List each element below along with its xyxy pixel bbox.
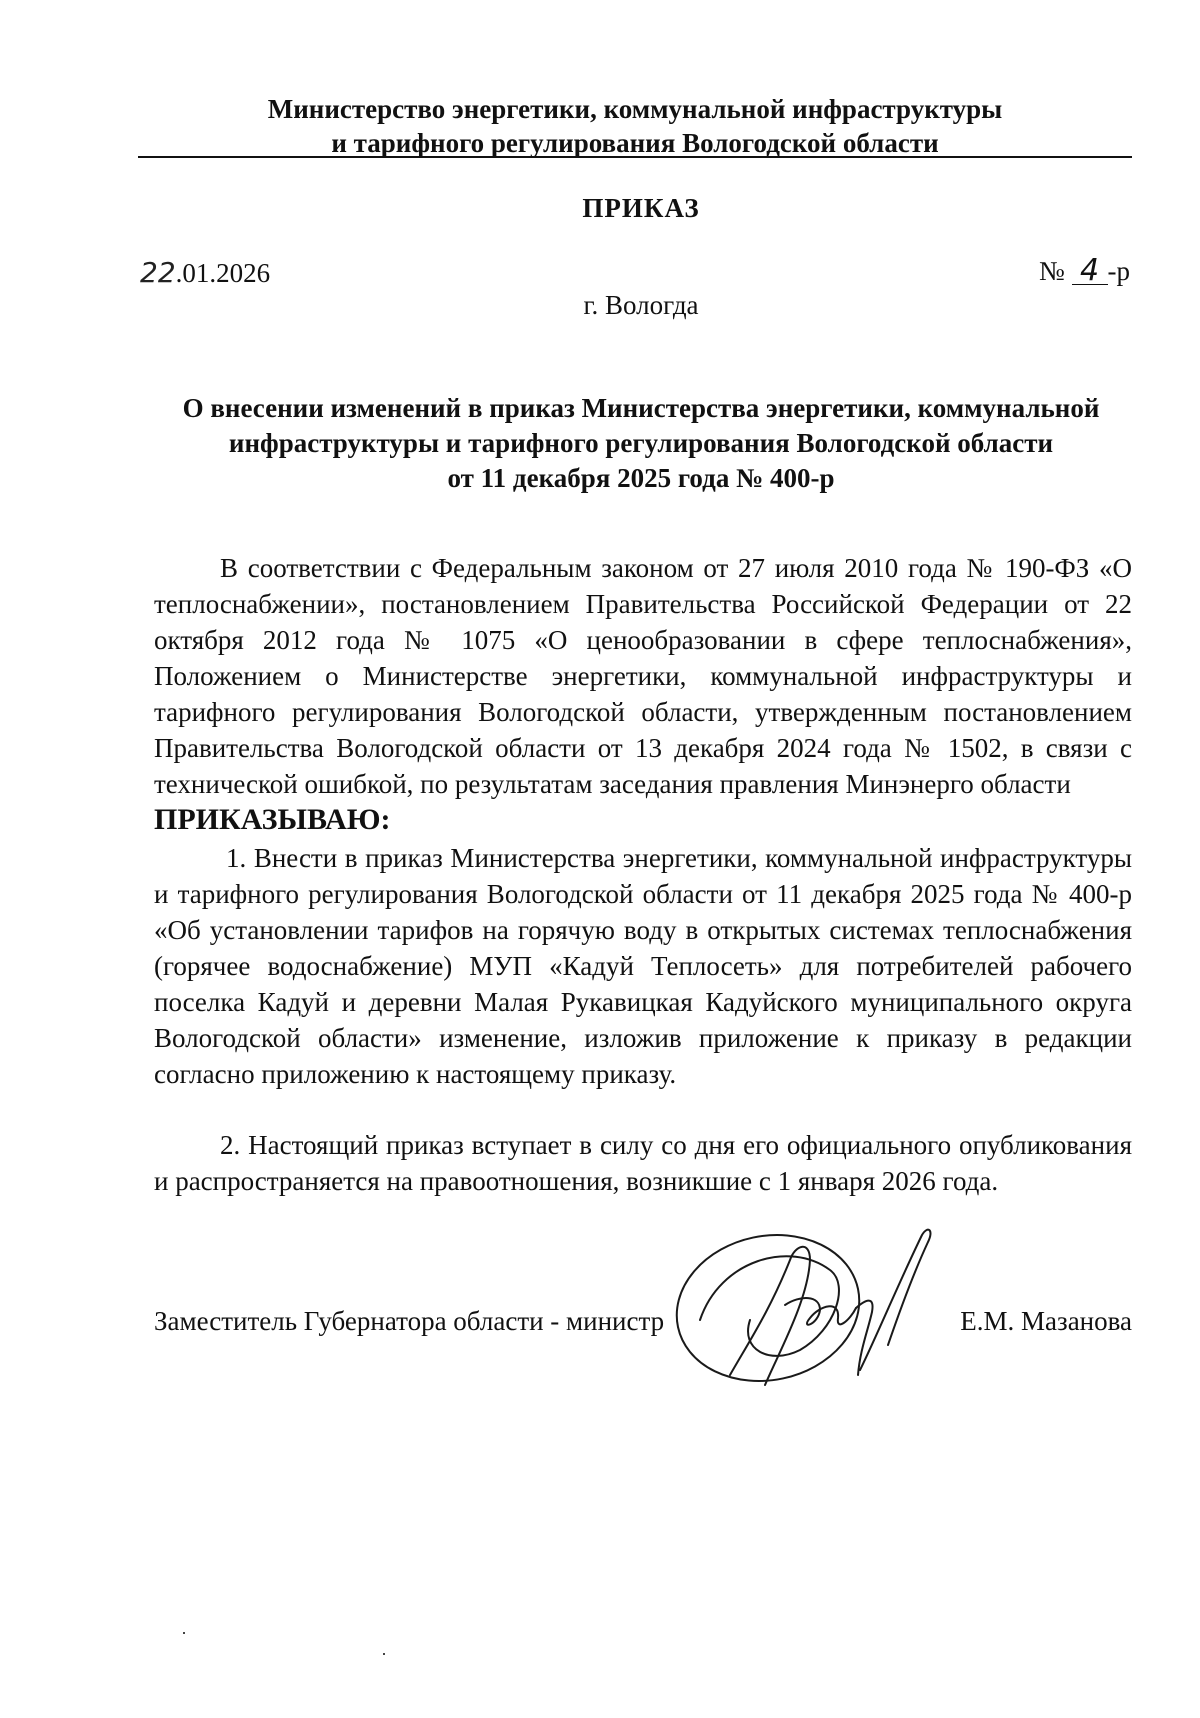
document-city: г. Вологда	[583, 290, 699, 320]
printed-date: .01.2026	[175, 258, 271, 288]
document-date	[140, 256, 270, 289]
title-line-2: инфраструктуры и тарифного регулирования Вологодской области	[228, 428, 1054, 458]
preamble-paragraph	[154, 550, 1132, 838]
preamble-text: В соответствии с Федеральным законом от 27 июля 2010 года № 190-ФЗ «О теплоснабжении», постановлением Правительства Российской Федерации от 22 октября 2012 года № 1075 «О ценообразовании в сфере теплоснабжения», Положением о Министерстве энергетики, коммунальной инфраструктуры и тарифного регулирования Вологодской области, утвержденным постановлением Правительства Вологодской области от 13 декабря 2024 года № 1502, в связи с технической ошибкой, по результатам заседания правления Минэнерго области	[154, 553, 1132, 799]
title-line-3: от 11 декабря 2025 года № 400-р	[447, 463, 835, 493]
document-type: ПРИКАЗ	[582, 193, 700, 223]
orders-word: ПРИКАЗЫВАЮ:	[154, 803, 391, 836]
signatory-role: Заместитель Губернатора области - министр	[154, 1306, 665, 1336]
order-item-2: 2. Настоящий приказ вступает в силу со дня его официального опубликования и распространяется на правоотношения, возникшие с 1 января 2026 года.	[154, 1130, 1132, 1196]
handwritten-signature	[660, 1200, 960, 1410]
scan-speck	[383, 1653, 385, 1655]
signatory-name: Е.М. Мазанова	[960, 1306, 1132, 1336]
scan-speck	[183, 1632, 185, 1634]
number-prefix: №	[1038, 256, 1065, 286]
handwritten-day: 22	[140, 256, 176, 289]
document-title	[138, 391, 1144, 496]
title-line-1: О внесении изменений в приказ Министерства энергетики, коммунальной	[182, 393, 1100, 423]
issuer-header	[138, 92, 1132, 160]
order-item-1: 1. Внести в приказ Министерства энергетики, коммунальной инфраструктуры и тарифного регулирования Вологодской области от 11 декабря 2025 года № 400-р «Об установлении тарифов на горячую воду в открытых системах теплоснабжения (горячее водоснабжение) МУП «Кадуй Теплосеть» для потребителей рабочего поселка Кадуй и деревни Малая Рукавицкая Кадуйского муниципального округа Вологодской области» изменение, изложив приложение к приказу в редакции согласно приложению к настоящему приказу.	[154, 843, 1132, 1089]
document-number	[1038, 253, 1130, 288]
header-divider	[138, 156, 1132, 158]
issuer-header-line-1: Министерство энергетики, коммунальной инфраструктуры	[267, 94, 1003, 124]
number-suffix: -р	[1107, 256, 1130, 286]
handwritten-number: 4	[1072, 258, 1108, 285]
issuer-header-line-2: и тарифного регулирования Вологодской области	[331, 128, 939, 158]
